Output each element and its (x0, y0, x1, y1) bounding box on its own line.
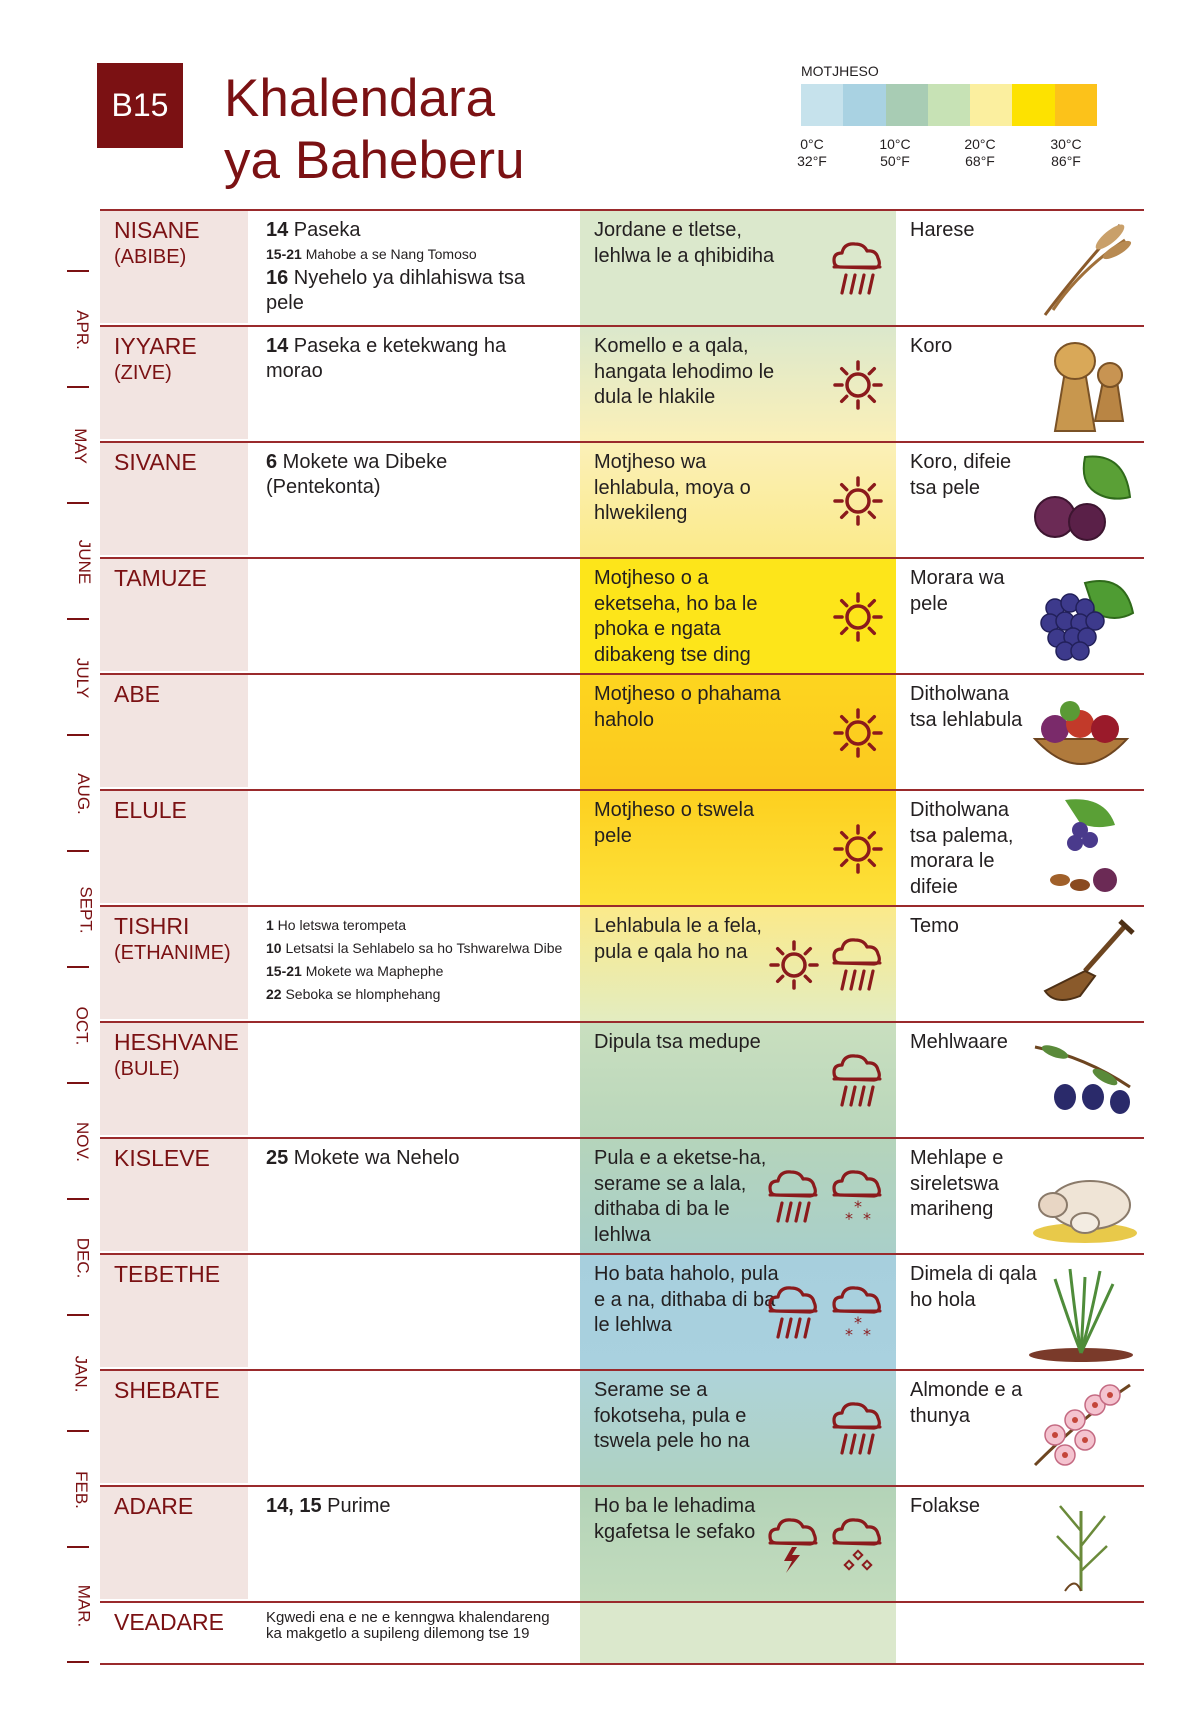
hebrew-month-name: NISANE (114, 217, 200, 243)
celsius-value: 10°C (879, 136, 911, 152)
temperature-swatch (928, 84, 970, 126)
hebrew-month-alt-name: (ZIVE) (114, 362, 172, 384)
festival-entry (266, 937, 566, 960)
month-axis-tick (67, 386, 89, 388)
temperature-swatch (1012, 84, 1054, 126)
temperature-swatch (801, 84, 843, 126)
temperature-swatch (843, 84, 885, 126)
plough-icon (1025, 911, 1137, 1017)
hebrew-month-cell (100, 1487, 248, 1599)
temperature-swatch (970, 84, 1012, 126)
celsius-value: 30°C (1050, 136, 1082, 152)
festivals-cell (266, 218, 566, 316)
gregorian-month-label: MAY (70, 428, 90, 464)
weather-icons (830, 1385, 886, 1473)
weather-cell (580, 907, 896, 1021)
weather-description: Dipula tsa medupe (594, 1031, 761, 1053)
hebrew-month-name: VEADARE (114, 1609, 224, 1635)
hebrew-month-cell (100, 675, 248, 787)
weather-description: Pula e a eketse-ha, serame se a lala, dithaba di ba le lehlwa (594, 1147, 767, 1246)
celsius-value: 20°C (964, 136, 996, 152)
fahrenheit-value: 68°F (965, 153, 995, 169)
agriculture-illustration (1025, 1491, 1137, 1597)
title-line-2: ya Baheberu (224, 131, 525, 190)
weather-cell (580, 1371, 896, 1485)
weather-cell (580, 1023, 896, 1137)
sun-icon (830, 585, 886, 649)
weather-icons (830, 689, 886, 777)
month-axis-tick (67, 1198, 89, 1200)
gregorian-month-label: FEB. (71, 1471, 91, 1509)
rain-cloud-icon (830, 1049, 886, 1113)
hebrew-month-alt-name: (ETHANIME) (114, 942, 231, 964)
hebrew-month-cell (100, 1255, 248, 1367)
weather-description: Lehlabula le a fela, pula e qala ho na (594, 915, 762, 963)
page-title (224, 68, 525, 192)
weather-cell (580, 791, 896, 905)
weather-icons (830, 1037, 886, 1125)
sun-icon (766, 933, 822, 997)
festivals-cell (266, 1494, 566, 1519)
snow-cloud-icon (830, 1281, 886, 1345)
month-row (100, 1021, 1144, 1137)
weather-cell (580, 1255, 896, 1369)
month-row (100, 1485, 1144, 1601)
agriculture-text: Harese (910, 219, 975, 241)
weather-cell (580, 1487, 896, 1601)
hebrew-month-cell (100, 1139, 248, 1251)
agriculture-text: Ditholwana tsa lehlabula (910, 683, 1023, 731)
flax-icon (1025, 1491, 1137, 1597)
festival-day: 25 (266, 1147, 289, 1169)
hebrew-month-name: TEBETHE (114, 1261, 221, 1287)
temperature-color-scale (801, 84, 1097, 126)
festival-entry (266, 243, 566, 266)
weather-description: Komello e a qala, hangata lehodimo le dula le hlakile (594, 335, 775, 408)
agriculture-text: Mehlwaare (910, 1031, 1008, 1053)
lightning-cloud-icon (766, 1513, 822, 1577)
temperature-scale-mark (865, 136, 925, 170)
agriculture-text: Mehlape e sireletswa mariheng (910, 1147, 1004, 1220)
agriculture-illustration (1025, 215, 1137, 321)
weather-description: Motjheso o tswela pele (594, 799, 755, 847)
weather-icons (766, 921, 886, 1009)
month-row (100, 673, 1144, 789)
festival-day: 1 (266, 917, 274, 933)
festivals-cell (266, 1146, 566, 1171)
hebrew-month-name: TAMUZE (114, 565, 207, 591)
festival-name: Purime (321, 1495, 391, 1517)
temperature-swatch (1055, 84, 1097, 126)
festival-day: 22 (266, 986, 282, 1002)
gregorian-month-label: OCT. (72, 1006, 92, 1046)
agriculture-text: Koro, difeie tsa pele (910, 451, 1012, 499)
festival-entry (266, 983, 566, 1006)
rain-cloud-icon (830, 237, 886, 301)
sprout-icon (1025, 1259, 1137, 1365)
temperature-scale-mark (950, 136, 1010, 170)
gregorian-month-label: NOV. (73, 1121, 93, 1163)
festival-name: Letsatsi la Sehlabelo sa ho Tshwarelwa Dibe (281, 940, 563, 956)
festival-day: 16 (266, 267, 289, 289)
festivals-cell (266, 450, 566, 500)
sun-icon (830, 701, 886, 765)
agriculture-text: Dimela di qala ho hola (910, 1263, 1037, 1311)
rain-cloud-icon (766, 1281, 822, 1345)
hebrew-month-cell (100, 907, 248, 1019)
month-axis-tick (67, 1082, 89, 1084)
hebrew-month-name: ABE (114, 681, 161, 707)
sun-icon (830, 353, 886, 417)
hebrew-month-name: HESHVANE (114, 1029, 239, 1055)
weather-cell (580, 327, 896, 441)
hail-cloud-icon (830, 1513, 886, 1577)
hebrew-month-cell (100, 559, 248, 671)
weather-icons (830, 341, 886, 429)
agriculture-illustration (1025, 911, 1137, 1017)
weather-description: Ho bata haholo, pula e a na, dithaba di ba le lehlwa (594, 1263, 779, 1336)
month-axis-tick (67, 734, 89, 736)
month-axis-tick (67, 1546, 89, 1548)
rain-cloud-icon (830, 933, 886, 997)
title-line-1: Khalendara (224, 69, 496, 128)
barley-icon (1025, 215, 1137, 321)
sun-icon (830, 817, 886, 881)
hebrew-month-name: SIVANE (114, 449, 197, 475)
agriculture-illustration (1025, 447, 1137, 553)
festival-entry (266, 914, 566, 937)
temperature-legend-label: MOTJHESO (801, 63, 879, 79)
weather-cell (580, 675, 896, 789)
festival-name: Seboka se hlomphehang (281, 986, 441, 1002)
temperature-scale-mark (782, 136, 842, 170)
hebrew-month-cell (100, 327, 248, 439)
agriculture-illustration (1025, 331, 1137, 437)
gregorian-month-label: JULY (73, 657, 93, 699)
festivals-cell (266, 914, 566, 1006)
festival-entry (266, 218, 566, 243)
hebrew-month-name: KISLEVE (114, 1145, 210, 1171)
weather-description: Motjheso wa lehlabula, moya o hlwekileng (594, 451, 751, 524)
weather-icons (766, 1501, 886, 1589)
festival-day: 15-21 (266, 963, 302, 979)
section-badge: B15 (97, 63, 183, 148)
month-axis-tick (67, 270, 89, 272)
olives-icon (1025, 1027, 1137, 1133)
festivals-cell (266, 334, 566, 384)
temperature-scale-mark (1036, 136, 1096, 170)
grapes-icon (1025, 563, 1137, 669)
fahrenheit-value: 50°F (880, 153, 910, 169)
gregorian-month-label: JUNE (75, 539, 95, 585)
svg-text:*: * (854, 1313, 862, 1332)
month-axis-tick (67, 1314, 89, 1316)
month-axis-tick (67, 502, 89, 504)
hebrew-month-name: SHEBATE (114, 1377, 220, 1403)
almond-blossom-icon (1025, 1375, 1137, 1481)
festival-entry (266, 1610, 566, 1642)
weather-description: Motjheso o a eketseha, ho ba le phoka e ngata dibakeng tse ding (594, 567, 758, 666)
fahrenheit-value: 32°F (797, 153, 827, 169)
hebrew-month-cell (100, 1371, 248, 1483)
agriculture-text: Temo (910, 915, 959, 937)
weather-icons (830, 573, 886, 661)
agriculture-illustration (1025, 795, 1137, 901)
gregorian-month-label: DEC. (73, 1237, 93, 1279)
festival-day: 14 (266, 219, 289, 241)
agriculture-illustration (1025, 563, 1137, 669)
festival-day: 10 (266, 940, 282, 956)
festival-entry (266, 450, 566, 500)
hebrew-month-name: IYYARE (114, 333, 197, 359)
weather-description: Jordane e tletse, lehlwa le a qhibidiha (594, 219, 775, 267)
svg-text:*: * (863, 1325, 871, 1344)
temperature-swatch (886, 84, 928, 126)
agriculture-illustration (1025, 1375, 1137, 1481)
weather-icons (830, 457, 886, 545)
agriculture-illustration (1025, 679, 1137, 785)
weather-description: Serame se a fokotseha, pula e tswela pele ho na (594, 1379, 750, 1452)
month-axis-tick (67, 1661, 89, 1663)
hebrew-month-name: TISHRI (114, 913, 190, 939)
agriculture-text: Folakse (910, 1495, 981, 1517)
festival-name: Mokete wa Dibeke (Pentekonta) (266, 451, 448, 498)
svg-text:*: * (845, 1325, 853, 1344)
weather-cell (580, 1603, 896, 1663)
weather-icons (830, 805, 886, 893)
rain-cloud-icon (766, 1165, 822, 1229)
svg-text:*: * (854, 1197, 862, 1216)
agriculture-text: Koro (910, 335, 953, 357)
festival-name: Mokete wa Nehelo (288, 1147, 460, 1169)
hebrew-month-cell (100, 1603, 248, 1663)
agriculture-text: Almonde e a thunya (910, 1379, 1023, 1427)
rain-cloud-icon (830, 1397, 886, 1461)
calendar-table (100, 209, 1144, 1665)
agriculture-text: Morara wa pele (910, 567, 1005, 615)
gregorian-month-label: APR. (72, 310, 92, 350)
dates-grapes-icon (1025, 795, 1137, 901)
gregorian-month-label: SEPT. (76, 886, 96, 934)
month-row (100, 789, 1144, 905)
month-row (100, 905, 1144, 1021)
festival-day: 6 (266, 451, 278, 473)
hebrew-month-alt-name: (ABIBE) (114, 246, 187, 268)
weather-description: Motjheso o phahama haholo (594, 683, 781, 731)
agriculture-text: Ditholwana tsa palema, morara le difeie (910, 799, 1014, 898)
month-row (100, 1369, 1144, 1485)
hebrew-month-cell (100, 211, 248, 323)
fahrenheit-value: 86°F (1051, 153, 1081, 169)
svg-text:*: * (863, 1209, 871, 1228)
agriculture-illustration (1025, 1259, 1137, 1365)
month-axis-tick (67, 1430, 89, 1432)
wheat-sheaf-icon (1025, 331, 1137, 437)
month-row (100, 1137, 1144, 1253)
weather-cell (580, 559, 896, 673)
month-row (100, 325, 1144, 441)
festival-name: Mahobe a se Nang Tomoso (301, 246, 477, 262)
weather-icons (766, 1153, 886, 1241)
festival-name: Paseka (288, 219, 361, 241)
weather-cell (580, 443, 896, 557)
month-axis-tick (67, 850, 89, 852)
hebrew-month-cell (100, 791, 248, 903)
month-row (100, 1601, 1144, 1665)
festival-entry (266, 266, 566, 316)
weather-cell (580, 211, 896, 325)
agriculture-illustration (1025, 1143, 1137, 1249)
festival-entry (266, 1146, 566, 1171)
month-row (100, 557, 1144, 673)
festival-entry (266, 1494, 566, 1519)
svg-text:*: * (845, 1209, 853, 1228)
fig-icon (1025, 447, 1137, 553)
festivals-cell (266, 1610, 566, 1642)
weather-description: Ho ba le lehadima kgafetsa le sefako (594, 1495, 756, 1543)
festival-name: Paseka e ketekwang ha morao (266, 335, 507, 382)
month-axis-tick (67, 618, 89, 620)
month-row (100, 1253, 1144, 1369)
festival-day: 15-21 (266, 246, 302, 262)
celsius-value: 0°C (800, 136, 824, 152)
agriculture-illustration (1025, 1027, 1137, 1133)
festival-entry (266, 334, 566, 384)
festival-entry (266, 960, 566, 983)
snow-cloud-icon (830, 1165, 886, 1229)
hebrew-month-name: ELULE (114, 797, 187, 823)
sheep-icon (1025, 1143, 1137, 1249)
festival-name: Mokete wa Maphephe (301, 963, 444, 979)
month-row (100, 209, 1144, 325)
weather-cell (580, 1139, 896, 1253)
festival-name: Nyehelo ya dihlahiswa tsa pele (266, 267, 526, 314)
fruit-basket-icon (1025, 679, 1137, 785)
hebrew-month-name: ADARE (114, 1493, 194, 1519)
sun-icon (830, 469, 886, 533)
gregorian-month-label: JAN. (71, 1355, 91, 1393)
month-axis-tick (67, 966, 89, 968)
hebrew-month-alt-name: (BULE) (114, 1058, 180, 1080)
hebrew-month-cell (100, 1023, 248, 1135)
weather-icons (830, 225, 886, 313)
festival-name: Ho letswa terompeta (273, 917, 407, 933)
gregorian-month-label: AUG. (73, 773, 93, 815)
hebrew-month-cell (100, 443, 248, 555)
weather-icons (766, 1269, 886, 1357)
festival-name: Kgwedi ena e ne e kenngwa khalendareng ka makgetlo a supileng dilemong tse 19 (266, 1609, 550, 1642)
month-row (100, 441, 1144, 557)
festival-day: 14 (266, 335, 289, 357)
festival-day: 14, 15 (266, 1495, 322, 1517)
gregorian-month-label: MAR. (74, 1584, 94, 1628)
